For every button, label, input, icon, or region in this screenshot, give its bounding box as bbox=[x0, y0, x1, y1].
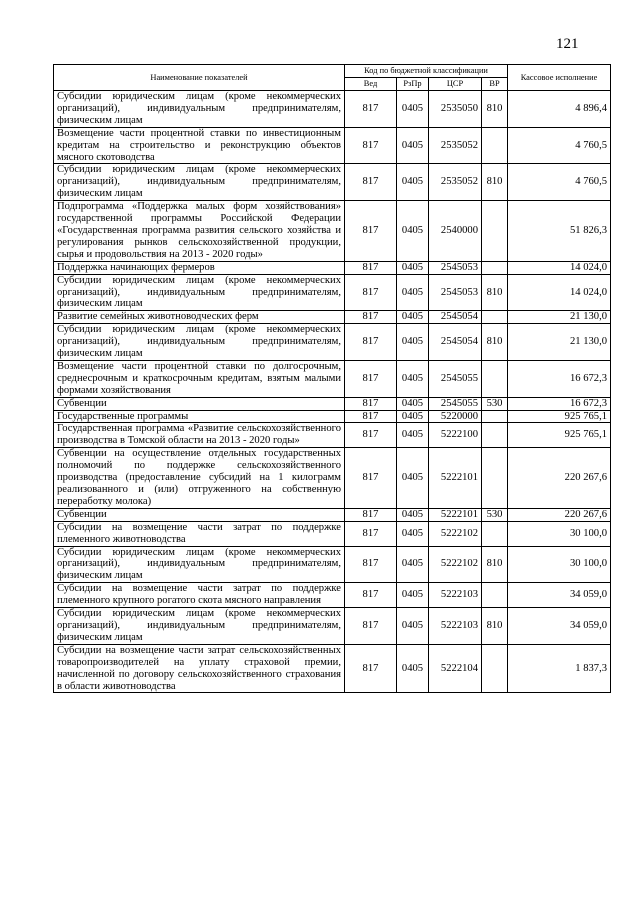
row-name: Возмещение части процентной ставки по долгосрочным, среднесрочным и краткосрочным кредитам, взятым малыми формами хозяйствования bbox=[54, 360, 345, 397]
row-rzpr: 0405 bbox=[397, 360, 429, 397]
row-name: Субсидии юридическим лицам (кроме некоммерческих организаций), индивидуальным предпринимателям, физическим лицам bbox=[54, 324, 345, 361]
row-amount: 4 896,4 bbox=[508, 91, 611, 128]
row-ved: 817 bbox=[345, 311, 397, 324]
row-vr bbox=[482, 644, 508, 693]
row-csr: 5222102 bbox=[429, 546, 482, 583]
row-name: Развитие семейных животноводческих ферм bbox=[54, 311, 345, 324]
row-name: Субсидии юридическим лицам (кроме некоммерческих организаций), индивидуальным предпринимателям, физическим лицам bbox=[54, 546, 345, 583]
row-vr bbox=[482, 127, 508, 164]
header-code-group: Код по бюджетной классификации bbox=[345, 65, 508, 78]
row-amount: 21 130,0 bbox=[508, 324, 611, 361]
table-row bbox=[54, 274, 611, 311]
row-ved: 817 bbox=[345, 521, 397, 546]
header-csr: ЦСР bbox=[429, 78, 482, 91]
table-body bbox=[54, 91, 611, 693]
row-amount: 220 267,6 bbox=[508, 508, 611, 521]
row-csr: 2540000 bbox=[429, 201, 482, 262]
row-name: Субсидии юридическим лицам (кроме некоммерческих организаций), индивидуальным предпринимателям, физическим лицам bbox=[54, 608, 345, 645]
row-rzpr: 0405 bbox=[397, 608, 429, 645]
row-amount: 16 672,3 bbox=[508, 360, 611, 397]
row-ved: 817 bbox=[345, 546, 397, 583]
page-number: 121 bbox=[556, 36, 579, 52]
table-row bbox=[54, 311, 611, 324]
table-row bbox=[54, 201, 611, 262]
row-rzpr: 0405 bbox=[397, 644, 429, 693]
header-vr: ВР bbox=[482, 78, 508, 91]
row-rzpr: 0405 bbox=[397, 311, 429, 324]
row-amount: 925 765,1 bbox=[508, 410, 611, 423]
row-ved: 817 bbox=[345, 127, 397, 164]
row-csr: 2545054 bbox=[429, 311, 482, 324]
row-name: Поддержка начинающих фермеров bbox=[54, 261, 345, 274]
row-csr: 5222103 bbox=[429, 608, 482, 645]
row-ved: 817 bbox=[345, 164, 397, 201]
row-name: Субсидии юридическим лицам (кроме некоммерческих организаций), индивидуальным предпринимателям, физическим лицам bbox=[54, 91, 345, 128]
row-csr: 2535052 bbox=[429, 127, 482, 164]
row-rzpr: 0405 bbox=[397, 91, 429, 128]
row-amount: 16 672,3 bbox=[508, 397, 611, 410]
row-name: Субсидии на возмещение части затрат по поддержке племенного крупного рогатого скота мясного направления bbox=[54, 583, 345, 608]
row-csr: 5222102 bbox=[429, 521, 482, 546]
row-vr bbox=[482, 423, 508, 448]
row-csr: 5222101 bbox=[429, 448, 482, 509]
row-vr bbox=[482, 360, 508, 397]
table-row bbox=[54, 423, 611, 448]
row-amount: 220 267,6 bbox=[508, 448, 611, 509]
row-name: Возмещение части процентной ставки по инвестиционным кредитам на строительство и реконструкцию объектов мясного скотоводства bbox=[54, 127, 345, 164]
row-ved: 817 bbox=[345, 508, 397, 521]
row-rzpr: 0405 bbox=[397, 164, 429, 201]
row-name: Субсидии юридическим лицам (кроме некоммерческих организаций), индивидуальным предпринимателям, физическим лицам bbox=[54, 164, 345, 201]
row-name: Государственные программы bbox=[54, 410, 345, 423]
row-rzpr: 0405 bbox=[397, 423, 429, 448]
row-ved: 817 bbox=[345, 448, 397, 509]
row-rzpr: 0405 bbox=[397, 397, 429, 410]
row-vr: 530 bbox=[482, 508, 508, 521]
row-ved: 817 bbox=[345, 91, 397, 128]
table-row bbox=[54, 261, 611, 274]
row-ved: 817 bbox=[345, 423, 397, 448]
row-ved: 817 bbox=[345, 397, 397, 410]
table-row bbox=[54, 397, 611, 410]
row-vr: 810 bbox=[482, 608, 508, 645]
row-rzpr: 0405 bbox=[397, 508, 429, 521]
row-csr: 2545053 bbox=[429, 274, 482, 311]
table-row bbox=[54, 410, 611, 423]
row-vr: 810 bbox=[482, 91, 508, 128]
row-name: Подпрограмма «Поддержка малых форм хозяйствования» государственной программы Российской Федерации «Государственная программа развития сельского хозяйства и регулирования рынков сельскохозяйственной продукции, сырья и продовольствия на 2013 - 2020 годы» bbox=[54, 201, 345, 262]
row-amount: 21 130,0 bbox=[508, 311, 611, 324]
row-ved: 817 bbox=[345, 274, 397, 311]
row-csr: 2535052 bbox=[429, 164, 482, 201]
header-name: Наименование показателей bbox=[54, 65, 345, 91]
budget-table bbox=[53, 64, 611, 693]
row-csr: 5222101 bbox=[429, 508, 482, 521]
row-csr: 5222103 bbox=[429, 583, 482, 608]
table-row bbox=[54, 546, 611, 583]
row-name: Субвенции bbox=[54, 397, 345, 410]
row-rzpr: 0405 bbox=[397, 521, 429, 546]
row-vr bbox=[482, 448, 508, 509]
table-row bbox=[54, 91, 611, 128]
row-amount: 30 100,0 bbox=[508, 521, 611, 546]
row-csr: 2535050 bbox=[429, 91, 482, 128]
row-csr: 2545055 bbox=[429, 360, 482, 397]
row-name: Субвенции на осуществление отдельных государственных полномочий по поддержке сельскохозяйственного производства (предоставление субсидий на 1 килограмм реализованного и (или) отгруженного на собственную переработку молока) bbox=[54, 448, 345, 509]
row-csr: 2545053 bbox=[429, 261, 482, 274]
row-csr: 5222100 bbox=[429, 423, 482, 448]
row-vr: 810 bbox=[482, 324, 508, 361]
row-vr bbox=[482, 261, 508, 274]
row-ved: 817 bbox=[345, 583, 397, 608]
row-rzpr: 0405 bbox=[397, 583, 429, 608]
row-rzpr: 0405 bbox=[397, 448, 429, 509]
row-amount: 925 765,1 bbox=[508, 423, 611, 448]
row-vr: 530 bbox=[482, 397, 508, 410]
row-rzpr: 0405 bbox=[397, 410, 429, 423]
header-rzpr: РзПр bbox=[397, 78, 429, 91]
row-name: Государственная программа «Развитие сельскохозяйственного производства в Томской области на 2013 - 2020 годы» bbox=[54, 423, 345, 448]
row-vr bbox=[482, 583, 508, 608]
row-csr: 5222104 bbox=[429, 644, 482, 693]
row-csr: 2545054 bbox=[429, 324, 482, 361]
table-row bbox=[54, 608, 611, 645]
row-name: Субсидии юридическим лицам (кроме некоммерческих организаций), индивидуальным предпринимателям, физическим лицам bbox=[54, 274, 345, 311]
row-vr: 810 bbox=[482, 274, 508, 311]
row-csr: 5220000 bbox=[429, 410, 482, 423]
row-amount: 51 826,3 bbox=[508, 201, 611, 262]
row-amount: 4 760,5 bbox=[508, 127, 611, 164]
row-rzpr: 0405 bbox=[397, 546, 429, 583]
row-rzpr: 0405 bbox=[397, 274, 429, 311]
row-ved: 817 bbox=[345, 261, 397, 274]
table-row bbox=[54, 583, 611, 608]
row-name: Субсидии на возмещение части затрат сельскохозяйственных товаропроизводителей на уплату страховой премии, начисленной по договору сельскохозяйственного страхования в области животноводства bbox=[54, 644, 345, 693]
row-amount: 4 760,5 bbox=[508, 164, 611, 201]
row-rzpr: 0405 bbox=[397, 127, 429, 164]
table-row bbox=[54, 521, 611, 546]
header-row-top bbox=[54, 65, 611, 78]
row-amount: 14 024,0 bbox=[508, 261, 611, 274]
row-ved: 817 bbox=[345, 324, 397, 361]
row-amount: 1 837,3 bbox=[508, 644, 611, 693]
row-ved: 817 bbox=[345, 644, 397, 693]
row-vr: 810 bbox=[482, 546, 508, 583]
table-row bbox=[54, 127, 611, 164]
row-vr bbox=[482, 521, 508, 546]
row-ved: 817 bbox=[345, 608, 397, 645]
row-ved: 817 bbox=[345, 360, 397, 397]
table-row bbox=[54, 324, 611, 361]
header-execution: Кассовое исполнение bbox=[508, 65, 611, 91]
row-vr bbox=[482, 311, 508, 324]
row-vr: 810 bbox=[482, 164, 508, 201]
table-row bbox=[54, 360, 611, 397]
row-amount: 34 059,0 bbox=[508, 608, 611, 645]
row-vr bbox=[482, 410, 508, 423]
table-row bbox=[54, 448, 611, 509]
row-rzpr: 0405 bbox=[397, 324, 429, 361]
row-ved: 817 bbox=[345, 410, 397, 423]
row-rzpr: 0405 bbox=[397, 261, 429, 274]
table-row bbox=[54, 508, 611, 521]
row-name: Субсидии на возмещение части затрат по поддержке племенного животноводства bbox=[54, 521, 345, 546]
row-name: Субвенции bbox=[54, 508, 345, 521]
row-rzpr: 0405 bbox=[397, 201, 429, 262]
row-amount: 14 024,0 bbox=[508, 274, 611, 311]
row-csr: 2545055 bbox=[429, 397, 482, 410]
table-row bbox=[54, 644, 611, 693]
row-ved: 817 bbox=[345, 201, 397, 262]
row-vr bbox=[482, 201, 508, 262]
table-row bbox=[54, 164, 611, 201]
row-amount: 34 059,0 bbox=[508, 583, 611, 608]
header-ved: Вед bbox=[345, 78, 397, 91]
row-amount: 30 100,0 bbox=[508, 546, 611, 583]
